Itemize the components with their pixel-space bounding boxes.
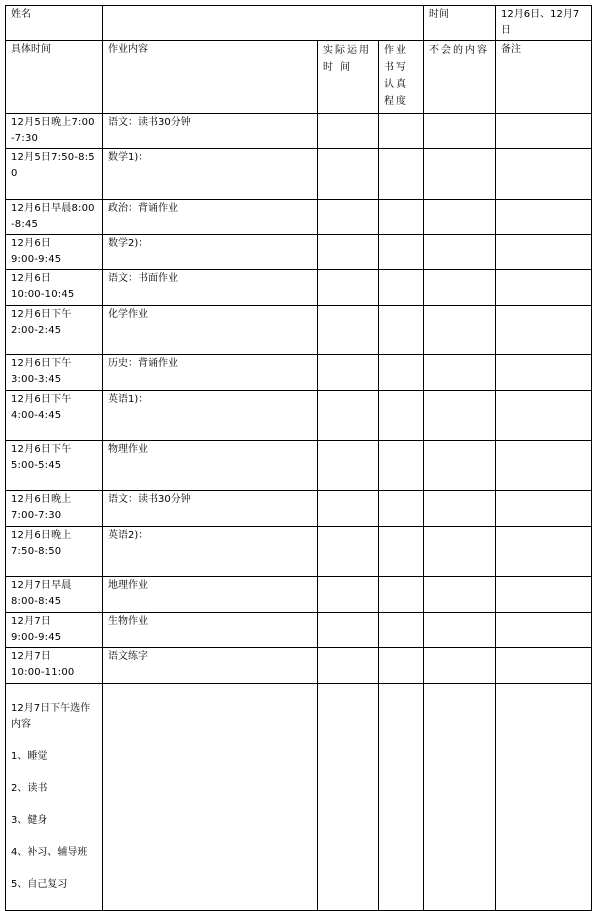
option-item: 1、睡觉 xyxy=(11,751,48,762)
optional-activities-title: 12月7日下午选作内容 xyxy=(11,703,91,730)
header-row-name-time xyxy=(6,6,592,41)
row-time: 12月6日下午 5:00-5:45 xyxy=(6,441,103,491)
table-row xyxy=(6,527,592,577)
row-content: 数学1)： xyxy=(103,149,318,200)
row-remark-field[interactable] xyxy=(496,684,592,911)
time-label: 时间 xyxy=(424,6,496,41)
row-unknown-content-field[interactable] xyxy=(424,270,496,306)
row-unknown-content-field[interactable] xyxy=(424,391,496,441)
row-content: 化学作业 xyxy=(103,306,318,355)
row-time: 12月7日早晨 8:00-8:45 xyxy=(6,577,103,613)
optional-activities-cell xyxy=(6,684,103,911)
row-writing-quality-field[interactable] xyxy=(379,527,424,577)
option-item: 5、自己复习 xyxy=(11,879,68,890)
row-time: 12月6日下午 4:00-4:45 xyxy=(6,391,103,441)
row-remark-field[interactable] xyxy=(496,613,592,648)
table-row-optional-activities xyxy=(6,684,592,911)
row-unknown-content-field[interactable] xyxy=(424,684,496,911)
row-content: 语文练字 xyxy=(103,648,318,684)
row-content: 英语2)： xyxy=(103,527,318,577)
row-time: 12月5日晚上7:00-7:30 xyxy=(6,114,103,149)
row-content: 语文：书面作业 xyxy=(103,270,318,306)
table-row xyxy=(6,200,592,235)
row-remark-field[interactable] xyxy=(496,355,592,391)
row-remark-field[interactable] xyxy=(496,235,592,270)
row-actual-time-field[interactable] xyxy=(318,355,379,391)
row-remark-field[interactable] xyxy=(496,577,592,613)
row-actual-time-field[interactable] xyxy=(318,441,379,491)
row-time: 12月6日早晨8:00-8:45 xyxy=(6,200,103,235)
option-item: 4、补习、辅导班 xyxy=(11,847,88,858)
table-row xyxy=(6,149,592,200)
row-unknown-content-field[interactable] xyxy=(424,200,496,235)
row-time: 12月6日下午 3:00-3:45 xyxy=(6,355,103,391)
option-item: 3、健身 xyxy=(11,815,48,826)
row-content: 数学2)： xyxy=(103,235,318,270)
table-row xyxy=(6,491,592,527)
row-time: 12月6日下午 2:00-2:45 xyxy=(6,306,103,355)
row-writing-quality-field[interactable] xyxy=(379,613,424,648)
row-writing-quality-field[interactable] xyxy=(379,235,424,270)
row-actual-time-field[interactable] xyxy=(318,613,379,648)
row-remark-field[interactable] xyxy=(496,648,592,684)
row-unknown-content-field[interactable] xyxy=(424,648,496,684)
name-label: 姓名 xyxy=(6,6,103,41)
row-writing-quality-field[interactable] xyxy=(379,491,424,527)
table-row xyxy=(6,114,592,149)
row-content-field[interactable] xyxy=(103,684,318,911)
row-writing-quality-field[interactable] xyxy=(379,577,424,613)
table-row xyxy=(6,441,592,491)
row-content: 地理作业 xyxy=(103,577,318,613)
row-remark-field[interactable] xyxy=(496,149,592,200)
table-row xyxy=(6,577,592,613)
row-unknown-content-field[interactable] xyxy=(424,306,496,355)
row-content: 物理作业 xyxy=(103,441,318,491)
row-actual-time-field[interactable] xyxy=(318,114,379,149)
row-content: 语文：读书30分钟 xyxy=(103,491,318,527)
row-remark-field[interactable] xyxy=(496,200,592,235)
row-time: 12月6日晚上 7:50-8:50 xyxy=(6,527,103,577)
row-writing-quality-field[interactable] xyxy=(379,391,424,441)
row-content: 政治：背诵作业 xyxy=(103,200,318,235)
row-remark-field[interactable] xyxy=(496,391,592,441)
row-unknown-content-field[interactable] xyxy=(424,235,496,270)
row-unknown-content-field[interactable] xyxy=(424,355,496,391)
row-content: 历史：背诵作业 xyxy=(103,355,318,391)
row-actual-time-field[interactable] xyxy=(318,491,379,527)
row-actual-time-field[interactable] xyxy=(318,306,379,355)
row-remark-field[interactable] xyxy=(496,441,592,491)
row-time: 12月7日 10:00-11:00 xyxy=(6,648,103,684)
row-content: 英语1)： xyxy=(103,391,318,441)
row-time: 12月6日 9:00-9:45 xyxy=(6,235,103,270)
row-remark-field[interactable] xyxy=(496,527,592,577)
column-header-row xyxy=(6,41,592,114)
table-row xyxy=(6,306,592,355)
column-header-writing-quality: 作业书写认真程度 xyxy=(379,41,424,114)
row-writing-quality-field[interactable] xyxy=(379,200,424,235)
column-header-remark: 备注 xyxy=(496,41,592,114)
row-unknown-content-field[interactable] xyxy=(424,441,496,491)
row-actual-time-field[interactable] xyxy=(318,577,379,613)
table-row xyxy=(6,391,592,441)
column-header-time: 具体时间 xyxy=(6,41,103,114)
column-header-content: 作业内容 xyxy=(103,41,318,114)
row-writing-quality-field[interactable] xyxy=(379,306,424,355)
row-writing-quality-field[interactable] xyxy=(379,355,424,391)
row-unknown-content-field[interactable] xyxy=(424,491,496,527)
column-header-unknown-content: 不会的内容 xyxy=(424,41,496,114)
row-time: 12月6日晚上 7:00-7:30 xyxy=(6,491,103,527)
row-actual-time-field[interactable] xyxy=(318,684,379,911)
row-actual-time-field[interactable] xyxy=(318,235,379,270)
row-actual-time-field[interactable] xyxy=(318,391,379,441)
table-row xyxy=(6,355,592,391)
row-time: 12月7日 9:00-9:45 xyxy=(6,613,103,648)
row-time: 12月6日 10:00-10:45 xyxy=(6,270,103,306)
row-writing-quality-field[interactable] xyxy=(379,441,424,491)
table-row xyxy=(6,648,592,684)
row-remark-field[interactable] xyxy=(496,306,592,355)
row-time: 12月5日7:50-8:50 xyxy=(6,149,103,200)
row-unknown-content-field[interactable] xyxy=(424,577,496,613)
table-row xyxy=(6,235,592,270)
row-unknown-content-field[interactable] xyxy=(424,149,496,200)
row-actual-time-field[interactable] xyxy=(318,149,379,200)
homework-schedule-table xyxy=(5,5,592,911)
row-content: 语文：读书30分钟 xyxy=(103,114,318,149)
row-actual-time-field[interactable] xyxy=(318,200,379,235)
row-writing-quality-field[interactable] xyxy=(379,270,424,306)
table-row xyxy=(6,613,592,648)
row-unknown-content-field[interactable] xyxy=(424,114,496,149)
row-unknown-content-field[interactable] xyxy=(424,527,496,577)
name-value-field[interactable] xyxy=(103,6,424,41)
row-remark-field[interactable] xyxy=(496,114,592,149)
row-writing-quality-field[interactable] xyxy=(379,684,424,911)
row-writing-quality-field[interactable] xyxy=(379,149,424,200)
row-actual-time-field[interactable] xyxy=(318,648,379,684)
row-content: 生物作业 xyxy=(103,613,318,648)
table-row xyxy=(6,270,592,306)
row-remark-field[interactable] xyxy=(496,270,592,306)
row-writing-quality-field[interactable] xyxy=(379,648,424,684)
time-value: 12月6日、12月7日 xyxy=(496,6,592,41)
row-actual-time-field[interactable] xyxy=(318,270,379,306)
option-item: 2、读书 xyxy=(11,783,48,794)
row-unknown-content-field[interactable] xyxy=(424,613,496,648)
column-header-actual-time: 实际运用时 间 xyxy=(318,41,379,114)
row-actual-time-field[interactable] xyxy=(318,527,379,577)
row-remark-field[interactable] xyxy=(496,491,592,527)
row-writing-quality-field[interactable] xyxy=(379,114,424,149)
